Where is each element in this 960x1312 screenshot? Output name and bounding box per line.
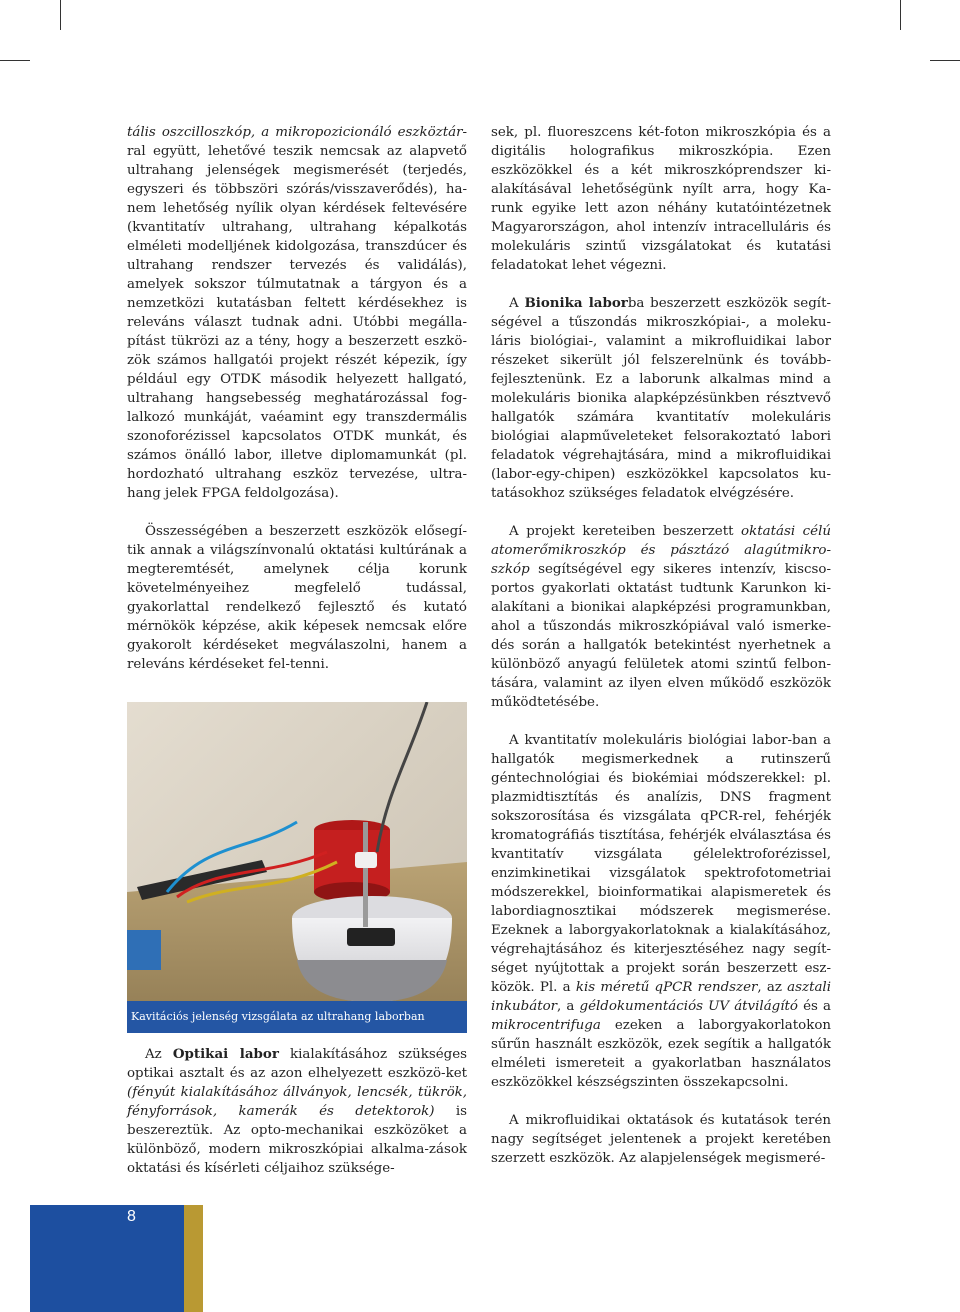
text: kialakításához szükséges optikai asztalt és az azon elhelyezett eszközö-ket	[127, 1047, 467, 1081]
crop-mark	[930, 60, 960, 61]
lab-photo	[127, 702, 467, 1033]
bold-text: Bionika labor	[524, 295, 628, 311]
crop-mark	[60, 0, 61, 30]
crop-mark	[900, 0, 901, 30]
bold-text: Optikai labor	[172, 1046, 279, 1062]
text: A projekt kereteiben beszerzett	[509, 524, 742, 539]
photo-caption: Kavitációs jelenség vizsgálata az ultrahang laborban	[127, 1001, 467, 1033]
ultrasonic-cleaner-image	[127, 702, 467, 1033]
right-column	[491, 123, 831, 1187]
paragraph	[127, 123, 467, 503]
paragraph	[491, 731, 831, 1092]
text: , az	[757, 980, 788, 995]
italic-text: tális oszcilloszkóp, a mikropozicionáló eszköztár-	[127, 125, 467, 140]
paragraph: A mikrofluidikai oktatások és kutatások terén nagy segítséget jelentenek a projekt keretében szerzett eszközök. Az alapjelenségek megismeré-	[491, 1113, 831, 1166]
paragraph	[491, 294, 831, 503]
left-column	[127, 123, 467, 693]
italic-text: mikrocentrifuga	[491, 1018, 601, 1033]
paragraph: sek, pl. fluoreszcens két-foton mikroszkópia és a digitális holografikus mikroszkópia. Ezen eszközökkel és a két mikroszkóprendszer ki-alakításával lehetőségünk nyílt arra, hogy Ka-runk egyike lett azon néhány kutatóintézetnek Magyarországon, ahol intenzív intracelluláris és molekuláris szintű vizsgálatokat és kutatási feladatokat lehet végezni.	[491, 125, 831, 273]
text: segítségével egy sikeres intenzív, kiscso-portos gyakorlati oktatást tudtunk Karunkon ki-alakítani a bionikai alapképzési programunkban, ahol a tűszondás mikroszkópiával való ismerke-dés során a hallgatók betekintést nyerhetnek a különböző anyagú felületek atomi szintű felbon-tására, valamint az ilyen elven működő eszközök működtetésébe.	[491, 562, 831, 710]
paragraph	[127, 1045, 467, 1178]
italic-text: asztali inkubátor	[491, 980, 831, 1014]
paragraph	[491, 522, 831, 712]
page-bar-gold	[184, 1205, 203, 1312]
left-column-lower	[127, 1045, 467, 1197]
text: A	[509, 296, 525, 311]
italic-text: kis méretű qPCR rendszer	[575, 980, 758, 995]
italic-text: (fényút kialakításához állványok, lencsék, tükrök, fényforrások, kamerák és detektorok)	[127, 1085, 467, 1119]
text: ba beszerzett eszközök segít-ségével a tűszondás mikroszkópiai-, a moleku-láris biológiai-, valamint a mikrofluidikai labor részeket sikerült jól felszerelnünk és tovább-fejlesztenünk. Ez a laborunk alkalmas mind a molekuláris bionika alapképzésünkben résztvevő hallgatók számára kvantitatív molekuláris biológiai alapműveleteket felsorakoztató labori feladatok végrehajtására, mind a mikrofluidikai (labor-egy-chipen) eszközökkel kapcsolatos ku-tatásokhoz szükséges feladatok elvégzésére.	[491, 296, 831, 501]
italic-text: oktatási célú atomerőmikroszkóp és pásztázó alagútmikro-szkóp	[491, 524, 831, 577]
paragraph-text: ral együtt, lehetővé teszik nemcsak az alapvető ultrahang jelenségek megismerését (terjedés, egyszeri és többszöri szórás/visszaverődés), ha-nem lehetőség nyílik olyan kérdések feltevésére (kvantitatív ultrahang, ultrahang képalkotás elméleti modelljének kidolgozása, transzdúcer és ultrahang rendszer tervezés és validálás), amelyek sokszor túlmutatnak a tárgyon és a nemzetközi kutatásban feltett kérdésekhez is releváns választ tudnak adni. Utóbbi megálla-pítást tükrözi az a tény, hogy a beszerzett eszkö-zök számos hallgatói projekt részét képezik, így például egy OTDK második helyezett hallgató, ultrahang hangsebesség meghatározással fog-lalkozó munkáját, vaéamint egy transzdermális szonoforézissel kapcsolatos OTDK munkát, és számos önálló labor, illetve diplomamunkát (pl. hordozható ultrahang eszköz tervezése, ultra-hang jelek FPGA feldolgozása).	[127, 144, 467, 501]
page-bar-blue	[30, 1205, 184, 1312]
text: is beszereztük. Az opto-mechanikai eszközöket a különböző, modern mikroszkópiai alkalma-zások oktatási és kísérleti céljaihoz szüksége-	[127, 1104, 467, 1176]
page-number: 8	[127, 1208, 136, 1225]
crop-mark	[0, 60, 30, 61]
paragraph: Összességében a beszerzett eszközök elősegí-tik annak a világszínvonalú oktatási kultúrának a megteremtését, amelynek célja korunk követelményeihez megfelelő tudással, gyakorlattal rendelkező fejlesztő és kutató mérnökök képzése, akik képesek nemcsak előre gyakorolt kérdéseket megválaszolni, hanem a releváns kérdéseket fel-tenni.	[127, 524, 467, 672]
text: és a	[797, 999, 831, 1014]
italic-text: géldokumentációs UV átvilágító	[579, 999, 798, 1014]
text: A kvantitatív molekuláris biológiai labor-ban a hallgatók megismerkednek a rutinszerű géntechnológiai és biokémiai módszerekkel: pl. plazmidtisztítás és analízis, DNS fragment sokszorosítása és vizsgálata qPCR-rel, fehérjék kromatográfiás tisztítása, fehérjék elválasztása és kvantitatív vizsgálata gélelektroforézissel, enzimkinetikai vizsgálatok spektrofotometriai módszerekkel, bioinformatikai alapismeretek és labordiagnosztikai módszerek megismerése. Ezeknek a laborgyakorlatoknak a kialakításához, végrehajtásához és kiterjesztéséhez nagy segít-séget nyújtottak a projekt során beszerzett esz-közök. Pl. a	[491, 733, 831, 995]
text: ezeken a laborgyakorlatokon sűrűn használt eszközök, ezek segítik a hallgatók elméleti ismereteit a gyakorlatban használatos eszközökkel készségszinten összekapcsolni.	[491, 1018, 831, 1090]
text: Az	[145, 1047, 173, 1062]
text: , a	[557, 999, 580, 1014]
